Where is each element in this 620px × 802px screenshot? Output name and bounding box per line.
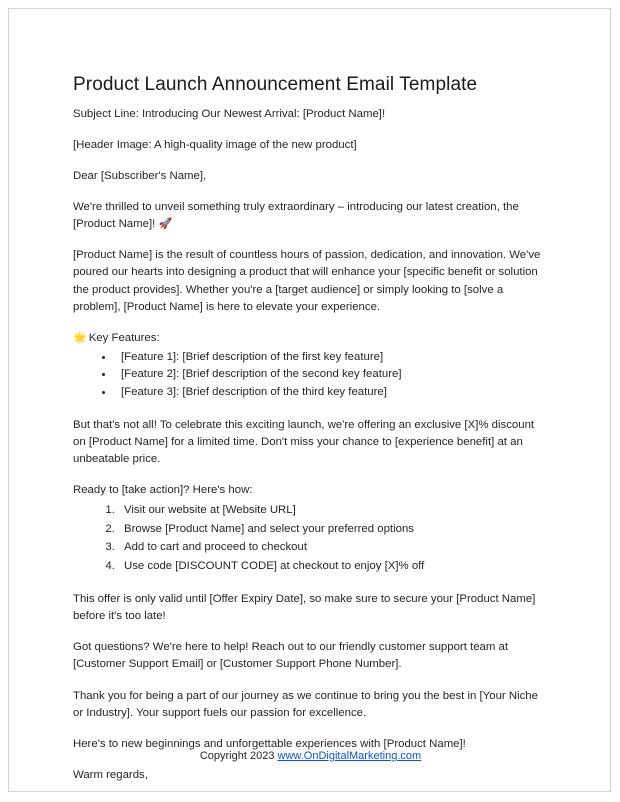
intro-paragraph [73, 199, 543, 233]
website-link[interactable]: www.OnDigitalMarketing.com [277, 750, 422, 762]
document-content [73, 73, 543, 798]
key-features-list [73, 349, 543, 401]
expiry-paragraph: This offer is only valid until [Offer Expiry Date], so make sure to secure your [Product Name] before it's too late! [73, 593, 536, 623]
list-item: • [Feature 2]: [Brief description of the second key feature] [114, 366, 543, 383]
key-features-heading [73, 330, 543, 347]
salutation: Dear [Subscriber's Name], [73, 169, 207, 182]
key-features-heading-label: Key Features: [88, 331, 160, 344]
body-paragraph: [Product Name] is the result of countless hours of passion, dedication, and innovation. We've poured our hearts into designing a product that will enhance your [specific benefit or solution the product provides]. Whether you're a [target audience] or simply looking to [solve a problem], [Product Name] is here to elevate your experience. [73, 249, 541, 313]
list-item: 3. Add to cart and proceed to checkout [118, 538, 543, 556]
rocket-icon: 🚀 [158, 217, 173, 231]
support-paragraph: Got questions? We're here to help! Reach out to our friendly customer support team at [Customer Support Email] or [Customer Support Phone Number]. [73, 641, 509, 671]
list-item: 2. Browse [Product Name] and select your preferred options [118, 520, 543, 538]
list-item: 1. Visit our website at [Website URL] [118, 501, 543, 519]
header-image-placeholder: [Header Image: A high-quality image of the new product] [73, 138, 357, 151]
copyright-text: Copyright 2023 [199, 750, 278, 762]
page-title: Product Launch Announcement Email Template [73, 74, 478, 95]
intro-paragraph-text: We're thrilled to unveil something truly extraordinary – introducing our latest creation, the [Product Name]! [73, 201, 519, 231]
star-icon: 🌟 [73, 330, 87, 344]
list-item: • [Feature 1]: [Brief description of the first key feature] [114, 349, 543, 366]
steps-list [73, 501, 543, 575]
thanks-paragraph: Thank you for being a part of our journey as we continue to bring you the best in [Your Niche or Industry]. Your support fuels our passion for excellence. [73, 689, 538, 719]
list-item: 4. Use code [DISCOUNT CODE] at checkout to enjoy [X]% off [118, 557, 543, 575]
closing-paragraph: Here's to new beginnings and unforgettable experiences with [Product Name]! [73, 737, 466, 750]
document-page [8, 8, 611, 792]
list-item: • [Feature 3]: [Brief description of the third key feature] [114, 384, 543, 401]
subject-line: Subject Line: Introducing Our Newest Arrival: [Product Name]! [73, 107, 386, 120]
discount-paragraph: But that's not all! To celebrate this exciting launch, we're offering an exclusive [X]% discount on [Product Name] for a limited time. Don't miss your chance to [experience benefit] at an unbeatable price. [73, 418, 535, 466]
sign-off: Warm regards, [73, 768, 148, 781]
page-footer [9, 750, 612, 762]
steps-heading: Ready to [take action]? Here's how: [73, 484, 253, 497]
